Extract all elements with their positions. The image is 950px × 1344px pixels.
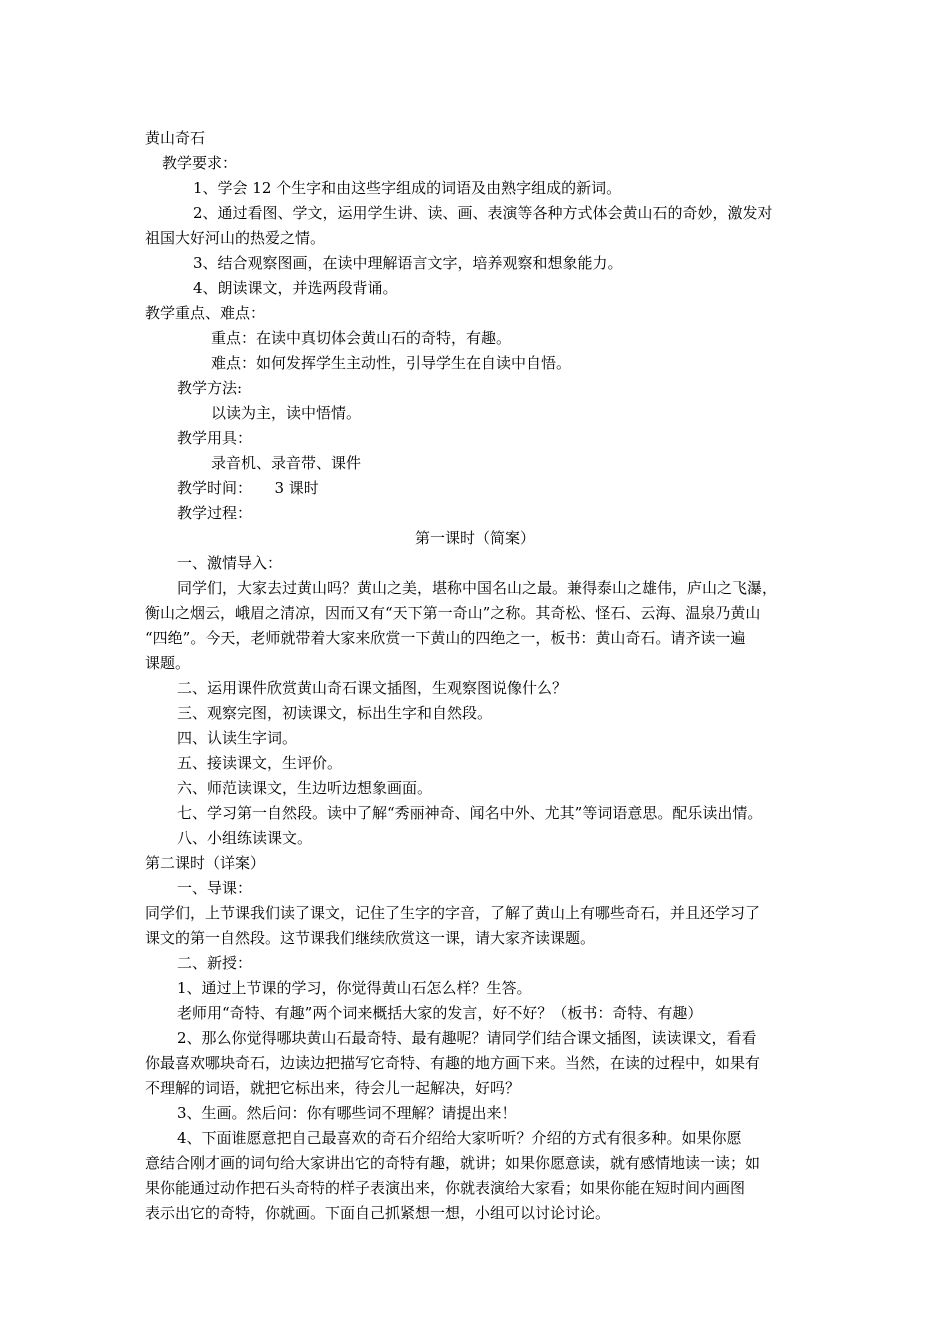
paragraph-line: 重点：在读中真切体会黄山石的奇特，有趣。: [211, 329, 512, 347]
section-heading: 教学用具：: [177, 429, 253, 447]
paragraph-line: 不理解的词语，就把它标出来，待会儿一起解决，好吗？: [145, 1079, 521, 1097]
paragraph-line: 你最喜欢哪块奇石，边读边把描写它奇特、有趣的地方画下来。当然，在读的过程中，如果有: [145, 1054, 761, 1072]
paragraph-line: 老师用“奇特、有趣”两个词来概括大家的发言，好不好？（板书：奇特、有趣）: [177, 1004, 703, 1022]
paragraph-line: 同学们，大家去过黄山吗？黄山之美，堪称中国名山之最。兼得泰山之雄伟，庐山之飞瀑，: [177, 579, 778, 597]
paragraph-line: 录音机、录音带、课件: [211, 454, 362, 472]
paragraph-line: 祖国大好河山的热爱之情。: [145, 229, 326, 247]
section-heading: 教学时间： 3 课时: [177, 479, 319, 497]
paragraph-line: 3、生画。然后问：你有哪些词不理解？请提出来！: [177, 1104, 517, 1122]
paragraph-line: 八、小组练读课文。: [177, 829, 313, 847]
paragraph-line: 4、朗读课文，并选两段背诵。: [193, 279, 398, 297]
paragraph-line: 4、下面谁愿意把自己最喜欢的奇石介绍给大家听听？介绍的方式有很多种。如果你愿: [177, 1129, 742, 1147]
paragraph-line: 2、通过看图、学文，运用学生讲、读、画、表演等各种方式体会黄山石的奇妙，激发对: [193, 204, 773, 222]
section-heading: 教学重点、难点：: [145, 304, 266, 322]
paragraph-line: 同学们，上节课我们读了课文，记住了生字的字音，了解了黄山上有哪些奇石，并且还学习了: [145, 904, 761, 922]
paragraph-line: 以读为主，读中悟情。: [211, 404, 362, 422]
paragraph-line: 二、运用课件欣赏黄山奇石课文插图，生观察图说像什么？: [177, 679, 568, 697]
paragraph-line: 四、认读生字词。: [177, 729, 298, 747]
lesson-heading: 第二课时（详案）: [145, 854, 266, 872]
paragraph-line: 果你能通过动作把石头奇特的样子表演出来，你就表演给大家看；如果你能在短时间内画图: [145, 1179, 746, 1197]
paragraph-line: 五、接读课文，生评价。: [177, 754, 343, 772]
paragraph-line: 表示出它的奇特，你就画。下面自己抓紧想一想，小组可以讨论讨论。: [145, 1204, 611, 1222]
section-heading: 教学过程：: [177, 504, 253, 522]
section-heading: 一、导课：: [177, 879, 253, 897]
paragraph-line: 1、学会 12 个生字和由这些字组成的词语及由熟字组成的新词。: [193, 179, 622, 197]
paragraph-line: 意结合刚才画的词句给大家讲出它的奇特有趣，就讲；如果你愿意读，就有感情地读一读；如: [145, 1154, 761, 1172]
paragraph-line: 衡山之烟云，峨眉之清凉，因而又有“天下第一奇山”之称。其奇松、怪石、云海、温泉乃黄山: [145, 604, 761, 622]
section-heading: 一、激情导入：: [177, 554, 283, 572]
paragraph-line: 六、师范读课文，生边听边想象画面。: [177, 779, 433, 797]
section-heading: 教学方法:: [177, 379, 243, 397]
lesson-heading: 第一课时（简案）: [414, 529, 535, 547]
paragraph-line: 七、学习第一自然段。读中了解“秀丽神奇、闻名中外、尤其”等词语意思。配乐读出情。: [177, 804, 763, 822]
paragraph-line: 2、那么你觉得哪块黄山石最奇特、最有趣呢？请同学们结合课文插图，读读课文，看看: [177, 1029, 757, 1047]
paragraph-line: 1、通过上节课的学习，你觉得黄山石怎么样？生答。: [177, 979, 532, 997]
paragraph-line: “四绝”。今天，老师就带着大家来欣赏一下黄山的四绝之一，板书：黄山奇石。请齐读一遍: [145, 629, 746, 647]
document-title: 黄山奇石: [145, 129, 206, 147]
paragraph-line: 三、观察完图，初读课文，标出生字和自然段。: [177, 704, 493, 722]
section-heading: 二、新授：: [177, 954, 253, 972]
section-heading: 教学要求：: [162, 154, 238, 172]
paragraph-line: 3、结合观察图画，在读中理解语言文字，培养观察和想象能力。: [193, 254, 623, 272]
paragraph-line: 课题。: [145, 654, 191, 672]
paragraph-line: 课文的第一自然段。这节课我们继续欣赏这一课，请大家齐读课题。: [145, 929, 596, 947]
paragraph-line: 难点：如何发挥学生主动性，引导学生在自读中自悟。: [211, 354, 572, 372]
